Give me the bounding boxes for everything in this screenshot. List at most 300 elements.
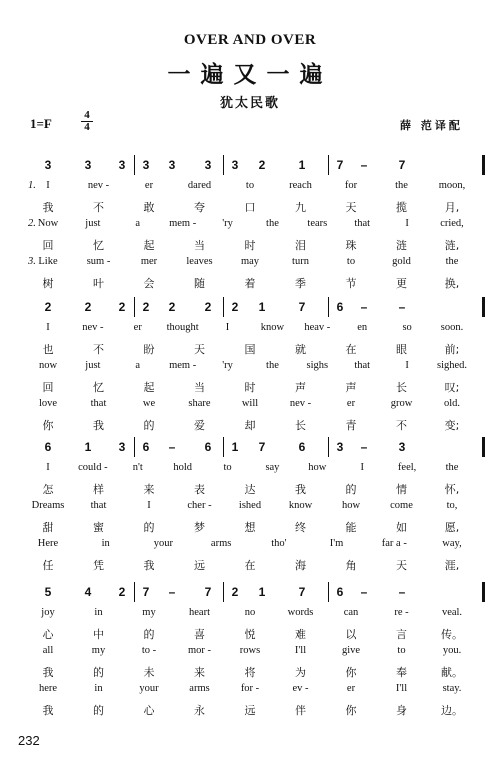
lyric-word: er — [346, 683, 356, 694]
lyrics-line-chinese — [0, 417, 500, 433]
lyric-word: 献。 — [441, 666, 463, 679]
lyric-word: 奉 — [396, 666, 407, 679]
lyric-word: 凭 — [93, 559, 104, 572]
note: 6 — [336, 585, 344, 599]
lyric-word: my — [91, 645, 106, 656]
lyric-word: 的 — [345, 483, 357, 496]
lyric-word: 眼 — [396, 343, 407, 356]
note: 4 — [84, 585, 92, 599]
lyric-word: we — [142, 398, 156, 409]
lyric-word: may — [240, 256, 260, 267]
lyric-word: the — [445, 462, 459, 473]
note: 7 — [298, 585, 306, 599]
lyrics-line-english — [0, 462, 500, 478]
lyric-word: 甜 — [42, 521, 54, 534]
lyric-word: in — [94, 607, 103, 618]
lyric-word: 爱 — [194, 419, 205, 432]
barline — [223, 155, 224, 175]
lyric-word: 不 — [396, 419, 407, 432]
lyric-word: 回 — [42, 381, 54, 394]
lyric-word: 难 — [295, 628, 306, 641]
lyric-word: 泪 — [295, 239, 306, 252]
note: 6 — [336, 300, 344, 314]
lyric-word: can — [343, 607, 359, 618]
lyric-word: leaves — [186, 256, 213, 267]
lyric-word: er — [346, 398, 356, 409]
song-title-chinese: 一遍又一遍 — [167, 62, 333, 88]
note: – — [360, 585, 368, 599]
lyric-word: your — [153, 538, 174, 549]
lyric-word: 不 — [93, 343, 104, 356]
note: 7 — [398, 158, 406, 172]
lyric-word: stay. — [442, 683, 462, 694]
lyric-word: 来 — [194, 666, 205, 679]
lyric-word: 蜜 — [93, 521, 104, 534]
lyric-word: 树 — [42, 277, 54, 290]
note: 3 — [118, 440, 126, 454]
lyric-word: tears — [307, 218, 328, 229]
lyric-word: 节 — [345, 277, 357, 290]
lyric-word: how — [341, 500, 361, 511]
note: – — [360, 300, 368, 314]
lyrics-line-english — [0, 538, 500, 554]
lyrics-line-english — [0, 360, 500, 376]
lyric-word: now — [38, 360, 58, 371]
note: 6 — [204, 440, 212, 454]
note: 2 — [231, 585, 239, 599]
barline — [134, 437, 135, 457]
lyric-word: to, — [446, 500, 458, 511]
lyric-word: nev - — [82, 322, 104, 333]
lyric-word: 喜 — [194, 628, 205, 641]
lyric-word: arms — [189, 683, 210, 694]
note: – — [360, 158, 368, 172]
lyric-word: 来 — [143, 483, 155, 496]
lyric-word: grow — [390, 398, 413, 409]
note: – — [168, 585, 176, 599]
lyric-word: just — [85, 360, 101, 371]
lyric-word: heart — [189, 607, 210, 618]
lyric-word: er — [144, 180, 154, 191]
lyric-word: 为 — [295, 666, 306, 679]
note: 2 — [168, 300, 176, 314]
lyric-word: cried, — [440, 218, 464, 229]
lyric-word: 将 — [244, 666, 256, 679]
page-number: 232 — [18, 733, 40, 748]
lyric-word: 不 — [93, 201, 104, 214]
lyrics-line-english — [0, 683, 500, 699]
note: – — [398, 585, 406, 599]
lyric-word: moon, — [438, 180, 466, 191]
barline — [328, 155, 329, 175]
barline — [328, 582, 329, 602]
lyric-word: veal. — [441, 607, 463, 618]
lyric-word: 如 — [396, 521, 407, 534]
lyric-word: mor - — [187, 645, 212, 656]
lyric-word: 声 — [295, 381, 306, 394]
barline — [134, 297, 135, 317]
lyric-word: 口 — [244, 201, 256, 214]
lyric-word: 天 — [345, 201, 357, 214]
note: 7 — [298, 300, 306, 314]
lyric-word: 我 — [295, 483, 306, 496]
lyric-word: feel, — [397, 462, 417, 473]
lyric-word: 着 — [244, 277, 256, 290]
notation-row — [0, 300, 500, 316]
lyric-word: say — [265, 462, 280, 473]
lyric-word: 中 — [93, 628, 104, 641]
lyric-word: 样 — [93, 483, 104, 496]
lyric-word: 我 — [93, 419, 104, 432]
lyric-word: 的 — [93, 666, 104, 679]
lyric-word: thought — [166, 322, 199, 333]
lyric-word: 起 — [143, 239, 155, 252]
note: 2 — [118, 300, 126, 314]
note: 3 — [231, 158, 239, 172]
barline — [134, 582, 135, 602]
note: 2 — [258, 158, 266, 172]
lyric-word: 在 — [345, 343, 357, 356]
lyric-word: 季 — [295, 277, 306, 290]
notation-row — [0, 585, 500, 601]
lyric-word: 我 — [42, 201, 54, 214]
note: 1 — [231, 440, 239, 454]
lyric-word: 传。 — [441, 628, 463, 641]
lyric-word: share — [188, 398, 211, 409]
lyrics-line-chinese — [0, 519, 500, 535]
lyric-word: 当 — [194, 239, 205, 252]
lyric-word: 你 — [42, 419, 54, 432]
lyric-word: 的 — [143, 521, 155, 534]
lyric-word: 天 — [396, 559, 407, 572]
lyric-word: rows — [239, 645, 261, 656]
barline — [134, 155, 135, 175]
note: 1 — [258, 300, 266, 314]
lyric-word: 揽 — [396, 201, 407, 214]
lyric-word: 长 — [295, 419, 306, 432]
lyric-word: 你 — [345, 704, 357, 717]
arranger-credit: 薛 范译配 — [400, 119, 463, 132]
lyric-word: mem - — [169, 360, 197, 371]
lyric-word: the — [445, 256, 459, 267]
lyric-word: 身 — [396, 704, 407, 717]
lyric-word: er — [133, 322, 142, 333]
lyric-word: dared — [187, 180, 212, 191]
lyric-word: you. — [442, 645, 462, 656]
note: 2 — [142, 300, 150, 314]
note: 6 — [298, 440, 306, 454]
lyric-word: here — [38, 683, 58, 694]
lyric-word: 时 — [244, 239, 256, 252]
lyric-word: 换, — [444, 277, 460, 290]
lyric-word: 时 — [244, 381, 256, 394]
lyric-word: 叹; — [444, 381, 460, 394]
lyric-word: soon. — [440, 322, 464, 333]
lyric-word: 起 — [143, 381, 155, 394]
lyric-word: 我 — [42, 666, 54, 679]
lyric-word: 国 — [244, 343, 256, 356]
lyrics-line-english — [0, 607, 500, 623]
lyric-word: 忆 — [93, 381, 104, 394]
lyric-word: I — [147, 500, 151, 511]
lyric-word: 怀, — [444, 483, 460, 496]
lyric-word: reach — [289, 180, 312, 191]
note: 6 — [44, 440, 52, 454]
lyric-word: I'll — [294, 645, 307, 656]
lyric-word: to — [346, 256, 356, 267]
note: 3 — [44, 158, 52, 172]
lyric-word: so — [402, 322, 412, 333]
verse-number: 3. — [28, 256, 36, 267]
note: 7 — [142, 585, 150, 599]
lyric-word: joy — [41, 607, 55, 618]
lyric-word: hold — [173, 462, 192, 473]
lyric-word: 心 — [42, 628, 54, 641]
lyric-word: Here — [37, 538, 59, 549]
note: 7 — [258, 440, 266, 454]
barline — [482, 155, 485, 175]
lyrics-line-english — [0, 500, 500, 516]
lyric-word: could - — [78, 462, 108, 473]
note: 6 — [142, 440, 150, 454]
lyric-word: sighed. — [436, 360, 468, 371]
lyric-word: 九 — [295, 201, 306, 214]
note: 2 — [231, 300, 239, 314]
lyric-word: love — [38, 398, 58, 409]
lyric-word: 前; — [444, 343, 460, 356]
lyric-word: way, — [442, 538, 462, 549]
lyric-word: I — [46, 462, 50, 473]
lyrics-line-chinese — [0, 275, 500, 291]
lyric-word: 随 — [194, 277, 205, 290]
lyric-word: gold — [392, 256, 411, 267]
lyric-word: 我 — [143, 559, 155, 572]
lyric-word: 涟 — [396, 239, 407, 252]
lyric-word: that — [90, 398, 107, 409]
note: 3 — [398, 440, 406, 454]
lyric-word: 月, — [444, 201, 460, 214]
lyric-word: 我 — [42, 704, 54, 717]
note: 1 — [298, 158, 306, 172]
lyrics-line-chinese — [0, 481, 500, 497]
barline — [223, 297, 224, 317]
lyric-word: ished — [238, 500, 262, 511]
lyrics-line-chinese — [0, 626, 500, 642]
lyric-word: 却 — [244, 419, 256, 432]
lyric-word: come — [390, 500, 413, 511]
lyric-word: 海 — [295, 559, 306, 572]
lyric-word: 回 — [42, 239, 54, 252]
lyric-word: I — [360, 462, 364, 473]
lyric-word: Now — [37, 218, 59, 229]
lyric-word: 天 — [194, 343, 205, 356]
barline — [223, 582, 224, 602]
lyric-word: 青 — [345, 419, 357, 432]
lyrics-line-english — [0, 256, 500, 272]
lyric-word: know — [260, 322, 285, 333]
lyrics-line-english — [0, 398, 500, 414]
lyric-word: 在 — [244, 559, 256, 572]
lyric-word: I — [225, 322, 230, 333]
lyric-word: turn — [292, 256, 309, 267]
song-title-english: OVER AND OVER — [183, 32, 317, 48]
lyric-word: heav - — [304, 322, 331, 333]
lyric-word: nev - — [289, 398, 312, 409]
lyric-word: far a - — [381, 538, 407, 549]
notation-row — [0, 440, 500, 456]
lyric-word: n't — [132, 462, 143, 473]
lyric-word: old. — [443, 398, 461, 409]
lyrics-line-chinese — [0, 199, 500, 215]
lyric-word: give — [341, 645, 361, 656]
lyric-word: 能 — [345, 521, 357, 534]
lyric-word: 变; — [444, 419, 460, 432]
lyric-word: 长 — [396, 381, 407, 394]
lyric-word: 远 — [244, 704, 256, 717]
lyrics-line-chinese — [0, 237, 500, 253]
lyrics-line-english — [0, 645, 500, 661]
note: – — [168, 440, 176, 454]
lyric-word: 涟, — [444, 239, 460, 252]
note: 3 — [168, 158, 176, 172]
lyric-word: sighs — [306, 360, 329, 371]
lyric-word: Like — [38, 256, 58, 267]
lyric-word: 心 — [143, 704, 155, 717]
notation-row — [0, 158, 500, 174]
note: 3 — [84, 158, 92, 172]
lyric-word: I — [46, 180, 50, 191]
lyric-word: my — [142, 607, 156, 618]
lyric-word: that — [354, 218, 371, 229]
lyric-word: I — [405, 360, 409, 371]
barline — [328, 297, 329, 317]
lyric-word: ev - — [292, 683, 309, 694]
note: 7 — [204, 585, 212, 599]
lyrics-line-chinese — [0, 664, 500, 680]
note: 2 — [44, 300, 52, 314]
barline — [482, 297, 485, 317]
note: 1 — [84, 440, 92, 454]
lyric-word: mem - — [169, 218, 197, 229]
lyric-word: 'ry — [222, 218, 233, 229]
lyric-word: that — [354, 360, 371, 371]
note: 5 — [44, 585, 52, 599]
lyric-word: the — [395, 180, 408, 191]
lyric-word: a — [135, 218, 141, 229]
lyric-word: 就 — [295, 343, 306, 356]
lyric-word: 当 — [194, 381, 205, 394]
lyric-word: 你 — [345, 666, 357, 679]
lyric-word: 盼 — [143, 343, 155, 356]
lyric-word: 的 — [143, 628, 155, 641]
lyric-word: 的 — [93, 704, 104, 717]
verse-number: 1. — [28, 180, 36, 191]
lyric-word: to — [223, 462, 232, 473]
lyric-word: all — [42, 645, 54, 656]
lyric-word: 叶 — [93, 277, 104, 290]
note: – — [398, 300, 406, 314]
lyric-word: no — [244, 607, 256, 618]
lyric-word: I — [405, 218, 409, 229]
lyric-word: 未 — [143, 666, 155, 679]
key-signature: 1=F — [30, 116, 52, 131]
lyric-word: re - — [394, 607, 409, 618]
lyric-word: tho' — [271, 538, 287, 549]
note: 1 — [258, 585, 266, 599]
lyric-word: 忆 — [93, 239, 104, 252]
lyric-word: for — [344, 180, 358, 191]
lyric-word: 声 — [345, 381, 357, 394]
lyric-word: 远 — [194, 559, 205, 572]
note: 3 — [336, 440, 344, 454]
lyric-word: 言 — [396, 628, 407, 641]
lyric-word: just — [85, 218, 101, 229]
lyric-word: 悦 — [244, 628, 256, 641]
lyric-word: the — [266, 360, 279, 371]
lyric-word: 的 — [143, 419, 155, 432]
lyric-word: the — [266, 218, 279, 229]
barline — [482, 437, 485, 457]
meter-top: 4 — [84, 109, 90, 121]
lyric-word: your — [139, 683, 159, 694]
lyric-word: 任 — [42, 559, 54, 572]
time-signature — [80, 110, 94, 133]
lyric-word: cher - — [187, 500, 212, 511]
note: – — [360, 440, 368, 454]
lyric-word: 涯, — [444, 559, 460, 572]
lyric-word: mer — [140, 256, 158, 267]
lyric-word: arms — [210, 538, 232, 549]
lyric-word: 敢 — [143, 201, 155, 214]
lyric-word: 角 — [345, 559, 357, 572]
meter-bottom: 4 — [84, 121, 90, 133]
note: 2 — [84, 300, 92, 314]
note: 3 — [142, 158, 150, 172]
lyrics-line-english — [0, 180, 500, 196]
lyric-word: words — [287, 607, 314, 618]
note: 3 — [204, 158, 212, 172]
lyric-word: 怎 — [42, 483, 54, 496]
barline — [328, 437, 329, 457]
lyric-word: Dreams — [31, 500, 65, 511]
lyrics-line-chinese — [0, 702, 500, 718]
lyric-word: 以 — [345, 628, 357, 641]
note: 7 — [336, 158, 344, 172]
lyric-word: 梦 — [194, 521, 205, 534]
lyric-word: how — [308, 462, 327, 473]
lyric-word: 珠 — [345, 239, 357, 252]
lyric-word: 终 — [295, 521, 306, 534]
note: 3 — [118, 158, 126, 172]
lyrics-line-chinese — [0, 557, 500, 573]
lyric-word: 夸 — [194, 201, 205, 214]
lyrics-line-english — [0, 322, 500, 338]
lyric-word: 想 — [244, 521, 256, 534]
lyric-word: 也 — [42, 343, 54, 356]
lyric-word: to — [397, 645, 406, 656]
lyric-word: will — [241, 398, 259, 409]
lyric-word: 伴 — [295, 704, 306, 717]
lyric-word: 情 — [396, 483, 407, 496]
lyric-word: 边。 — [441, 704, 463, 717]
lyric-word: en — [357, 322, 368, 333]
lyric-word: I — [46, 322, 50, 333]
lyric-word: to — [245, 180, 255, 191]
lyrics-line-chinese — [0, 341, 500, 357]
lyrics-line-english — [0, 218, 500, 234]
lyric-word: sum - — [86, 256, 111, 267]
lyric-word: 达 — [244, 483, 256, 496]
